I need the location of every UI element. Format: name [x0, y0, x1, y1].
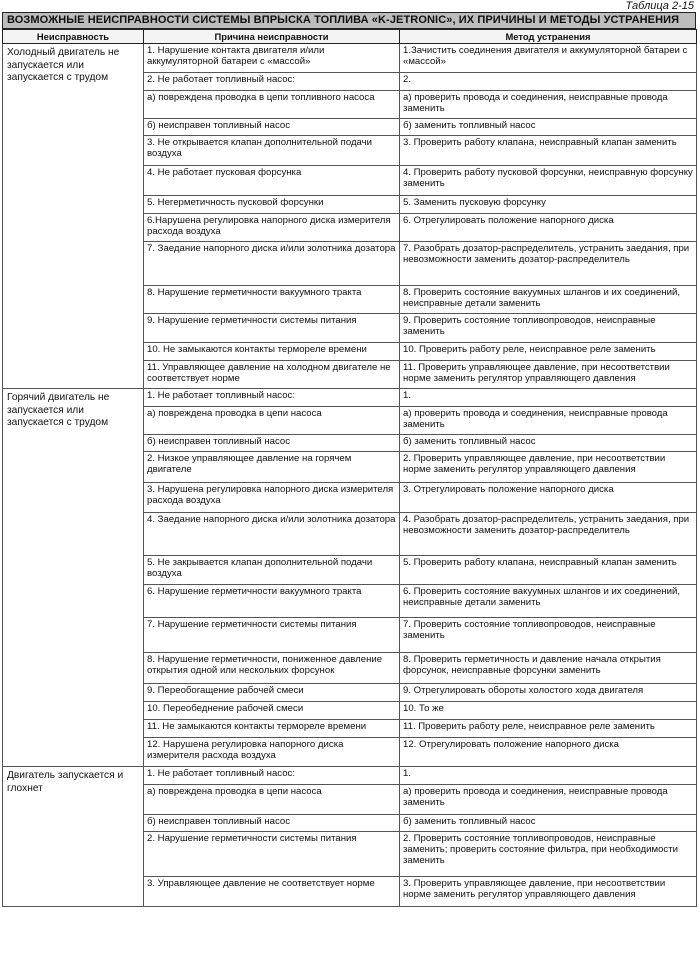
cause-cell: 2. Низкое управляющее давление на горячем двигателе: [144, 452, 400, 483]
method-cell: 9. Отрегулировать обороты холостого хода двигателя: [400, 684, 697, 702]
method-cell: 10. Проверить работу реле, неисправное реле заменить: [400, 343, 697, 361]
method-cell: 6. Проверить состояние вакуумных шлангов и их соединений, неисправные детали заменить: [400, 585, 697, 618]
cause-cell: 7. Заедание напорного диска и/или золотника дозатора: [144, 242, 400, 286]
method-cell: 9. Проверить состояние топливопроводов, неисправные заменить: [400, 314, 697, 343]
method-cell: 7. Разобрать дозатор-распределитель, устранить заедания, при невозможности заменить дозатор-распределитель: [400, 242, 697, 286]
method-cell: б) заменить топливный насос: [400, 119, 697, 136]
method-cell: а) проверить провода и соединения, неисправные провода заменить: [400, 91, 697, 119]
fault-cell: Горячий двигатель не запускается или запускается с трудом: [3, 389, 144, 767]
cause-cell: 10. Не замыкаются контакты термореле времени: [144, 343, 400, 361]
method-cell: 8. Проверить состояние вакуумных шлангов и их соединений, неисправные детали заменить: [400, 286, 697, 314]
cause-cell: 11. Не замыкаются контакты термореле времени: [144, 720, 400, 738]
faults-table: [2, 29, 697, 907]
method-cell: 12. Отрегулировать положение напорного диска: [400, 738, 697, 767]
table-title: ВОЗМОЖНЫЕ НЕИСПРАВНОСТИ СИСТЕМЫ ВПРЫСКА ТОПЛИВА «K-JETRONIC», ИХ ПРИЧИНЫ И МЕТОДЫ УСТРАНЕНИЯ: [2, 12, 696, 29]
cause-cell: 9. Нарушение герметичности системы питания: [144, 314, 400, 343]
cause-cell: 12. Нарушена регулировка напорного диска измерителя расхода воздуха: [144, 738, 400, 767]
cause-cell: 1. Нарушение контакта двигателя и/или аккумуляторной батареи с «массой»: [144, 44, 400, 73]
cause-cell: 3. Не открывается клапан дополнительной подачи воздуха: [144, 136, 400, 166]
table-row: [3, 767, 697, 785]
cause-cell: а) повреждена проводка в цепи насоса: [144, 785, 400, 815]
header-cause: Причина неисправности: [144, 30, 400, 44]
method-cell: 3. Проверить управляющее давление, при несоответствии норме заменить регулятор управляющего давления: [400, 877, 697, 907]
cause-cell: б) неисправен топливный насос: [144, 435, 400, 452]
method-cell: 11. Проверить работу реле, неисправное реле заменить: [400, 720, 697, 738]
method-cell: 1.: [400, 767, 697, 785]
method-cell: 8. Проверить герметичность и давление начала открытия форсунок, неисправные форсунки заменить: [400, 653, 697, 684]
table-row: [3, 389, 697, 407]
method-cell: 2. Проверить управляющее давление, при несоответствии норме заменить регулятор управляющего давления: [400, 452, 697, 483]
method-cell: 7. Проверить состояние топливопроводов, неисправные заменить: [400, 618, 697, 653]
cause-cell: 10. Переобеднение рабочей смеси: [144, 702, 400, 720]
cause-cell: 6.Нарушена регулировка напорного диска измерителя расхода воздуха: [144, 214, 400, 242]
method-cell: 3. Проверить работу клапана, неисправный клапан заменить: [400, 136, 697, 166]
method-cell: 11. Проверить управляющее давление, при несоответствии норме заменить регулятор управляющего давления: [400, 361, 697, 389]
method-cell: а) проверить провода и соединения, неисправные провода заменить: [400, 785, 697, 815]
method-cell: 2.: [400, 73, 697, 91]
cause-cell: 4. Заедание напорного диска и/или золотника дозатора: [144, 513, 400, 556]
method-cell: 2. Проверить состояние топливопроводов, неисправные заменить; проверить состояние фильтра, при необходимости заменить: [400, 832, 697, 877]
fault-cell: Холодный двигатель не запускается или запускается с трудом: [3, 44, 144, 389]
method-cell: 6. Отрегулировать положение напорного диска: [400, 214, 697, 242]
cause-cell: б) неисправен топливный насос: [144, 119, 400, 136]
method-cell: б) заменить топливный насос: [400, 815, 697, 832]
method-cell: 5. Проверить работу клапана, неисправный клапан заменить: [400, 556, 697, 585]
method-cell: 5. Заменить пусковую форсунку: [400, 196, 697, 214]
method-cell: 3. Отрегулировать положение напорного диска: [400, 483, 697, 513]
cause-cell: 3. Управляющее давление не соответствует норме: [144, 877, 400, 907]
cause-cell: 8. Нарушение герметичности, пониженное давление открытия одной или нескольких форсунок: [144, 653, 400, 684]
header-fault: Неисправность: [3, 30, 144, 44]
cause-cell: 5. Негерметичность пусковой форсунки: [144, 196, 400, 214]
cause-cell: 1. Не работает топливный насос:: [144, 767, 400, 785]
method-cell: 10. То же: [400, 702, 697, 720]
cause-cell: 2. Не работает топливный насос:: [144, 73, 400, 91]
header-method: Метод устранения: [400, 30, 697, 44]
cause-cell: 3. Нарушена регулировка напорного диска измерителя расхода воздуха: [144, 483, 400, 513]
cause-cell: а) повреждена проводка в цепи насоса: [144, 407, 400, 435]
cause-cell: б) неисправен топливный насос: [144, 815, 400, 832]
cause-cell: 2. Нарушение герметичности системы питания: [144, 832, 400, 877]
cause-cell: а) повреждена проводка в цепи топливного насоса: [144, 91, 400, 119]
method-cell: 4. Разобрать дозатор-распределитель, устранить заедания, при невозможности заменить дозатор-распределитель: [400, 513, 697, 556]
cause-cell: 9. Переобогащение рабочей смеси: [144, 684, 400, 702]
cause-cell: 11. Управляющее давление на холодном двигателе не соответствует норме: [144, 361, 400, 389]
method-cell: 1.Зачистить соединения двигателя и аккумуляторной батареи с «массой»: [400, 44, 697, 73]
table-row: [3, 44, 697, 73]
cause-cell: 5. Не закрывается клапан дополнительной подачи воздуха: [144, 556, 400, 585]
cause-cell: 6. Нарушение герметичности вакуумного тракта: [144, 585, 400, 618]
method-cell: а) проверить провода и соединения, неисправные провода заменить: [400, 407, 697, 435]
method-cell: 1.: [400, 389, 697, 407]
header-row: [3, 30, 697, 44]
method-cell: 4. Проверить работу пусковой форсунки, неисправную форсунку заменить: [400, 166, 697, 196]
cause-cell: 7. Нарушение герметичности системы питания: [144, 618, 400, 653]
table-caption: Таблица 2-15: [625, 0, 694, 12]
fault-cell: Двигатель запускается и глохнет: [3, 767, 144, 907]
cause-cell: 1. Не работает топливный насос:: [144, 389, 400, 407]
cause-cell: 4. Не работает пусковая форсунка: [144, 166, 400, 196]
method-cell: б) заменить топливный насос: [400, 435, 697, 452]
cause-cell: 8. Нарушение герметичности вакуумного тракта: [144, 286, 400, 314]
